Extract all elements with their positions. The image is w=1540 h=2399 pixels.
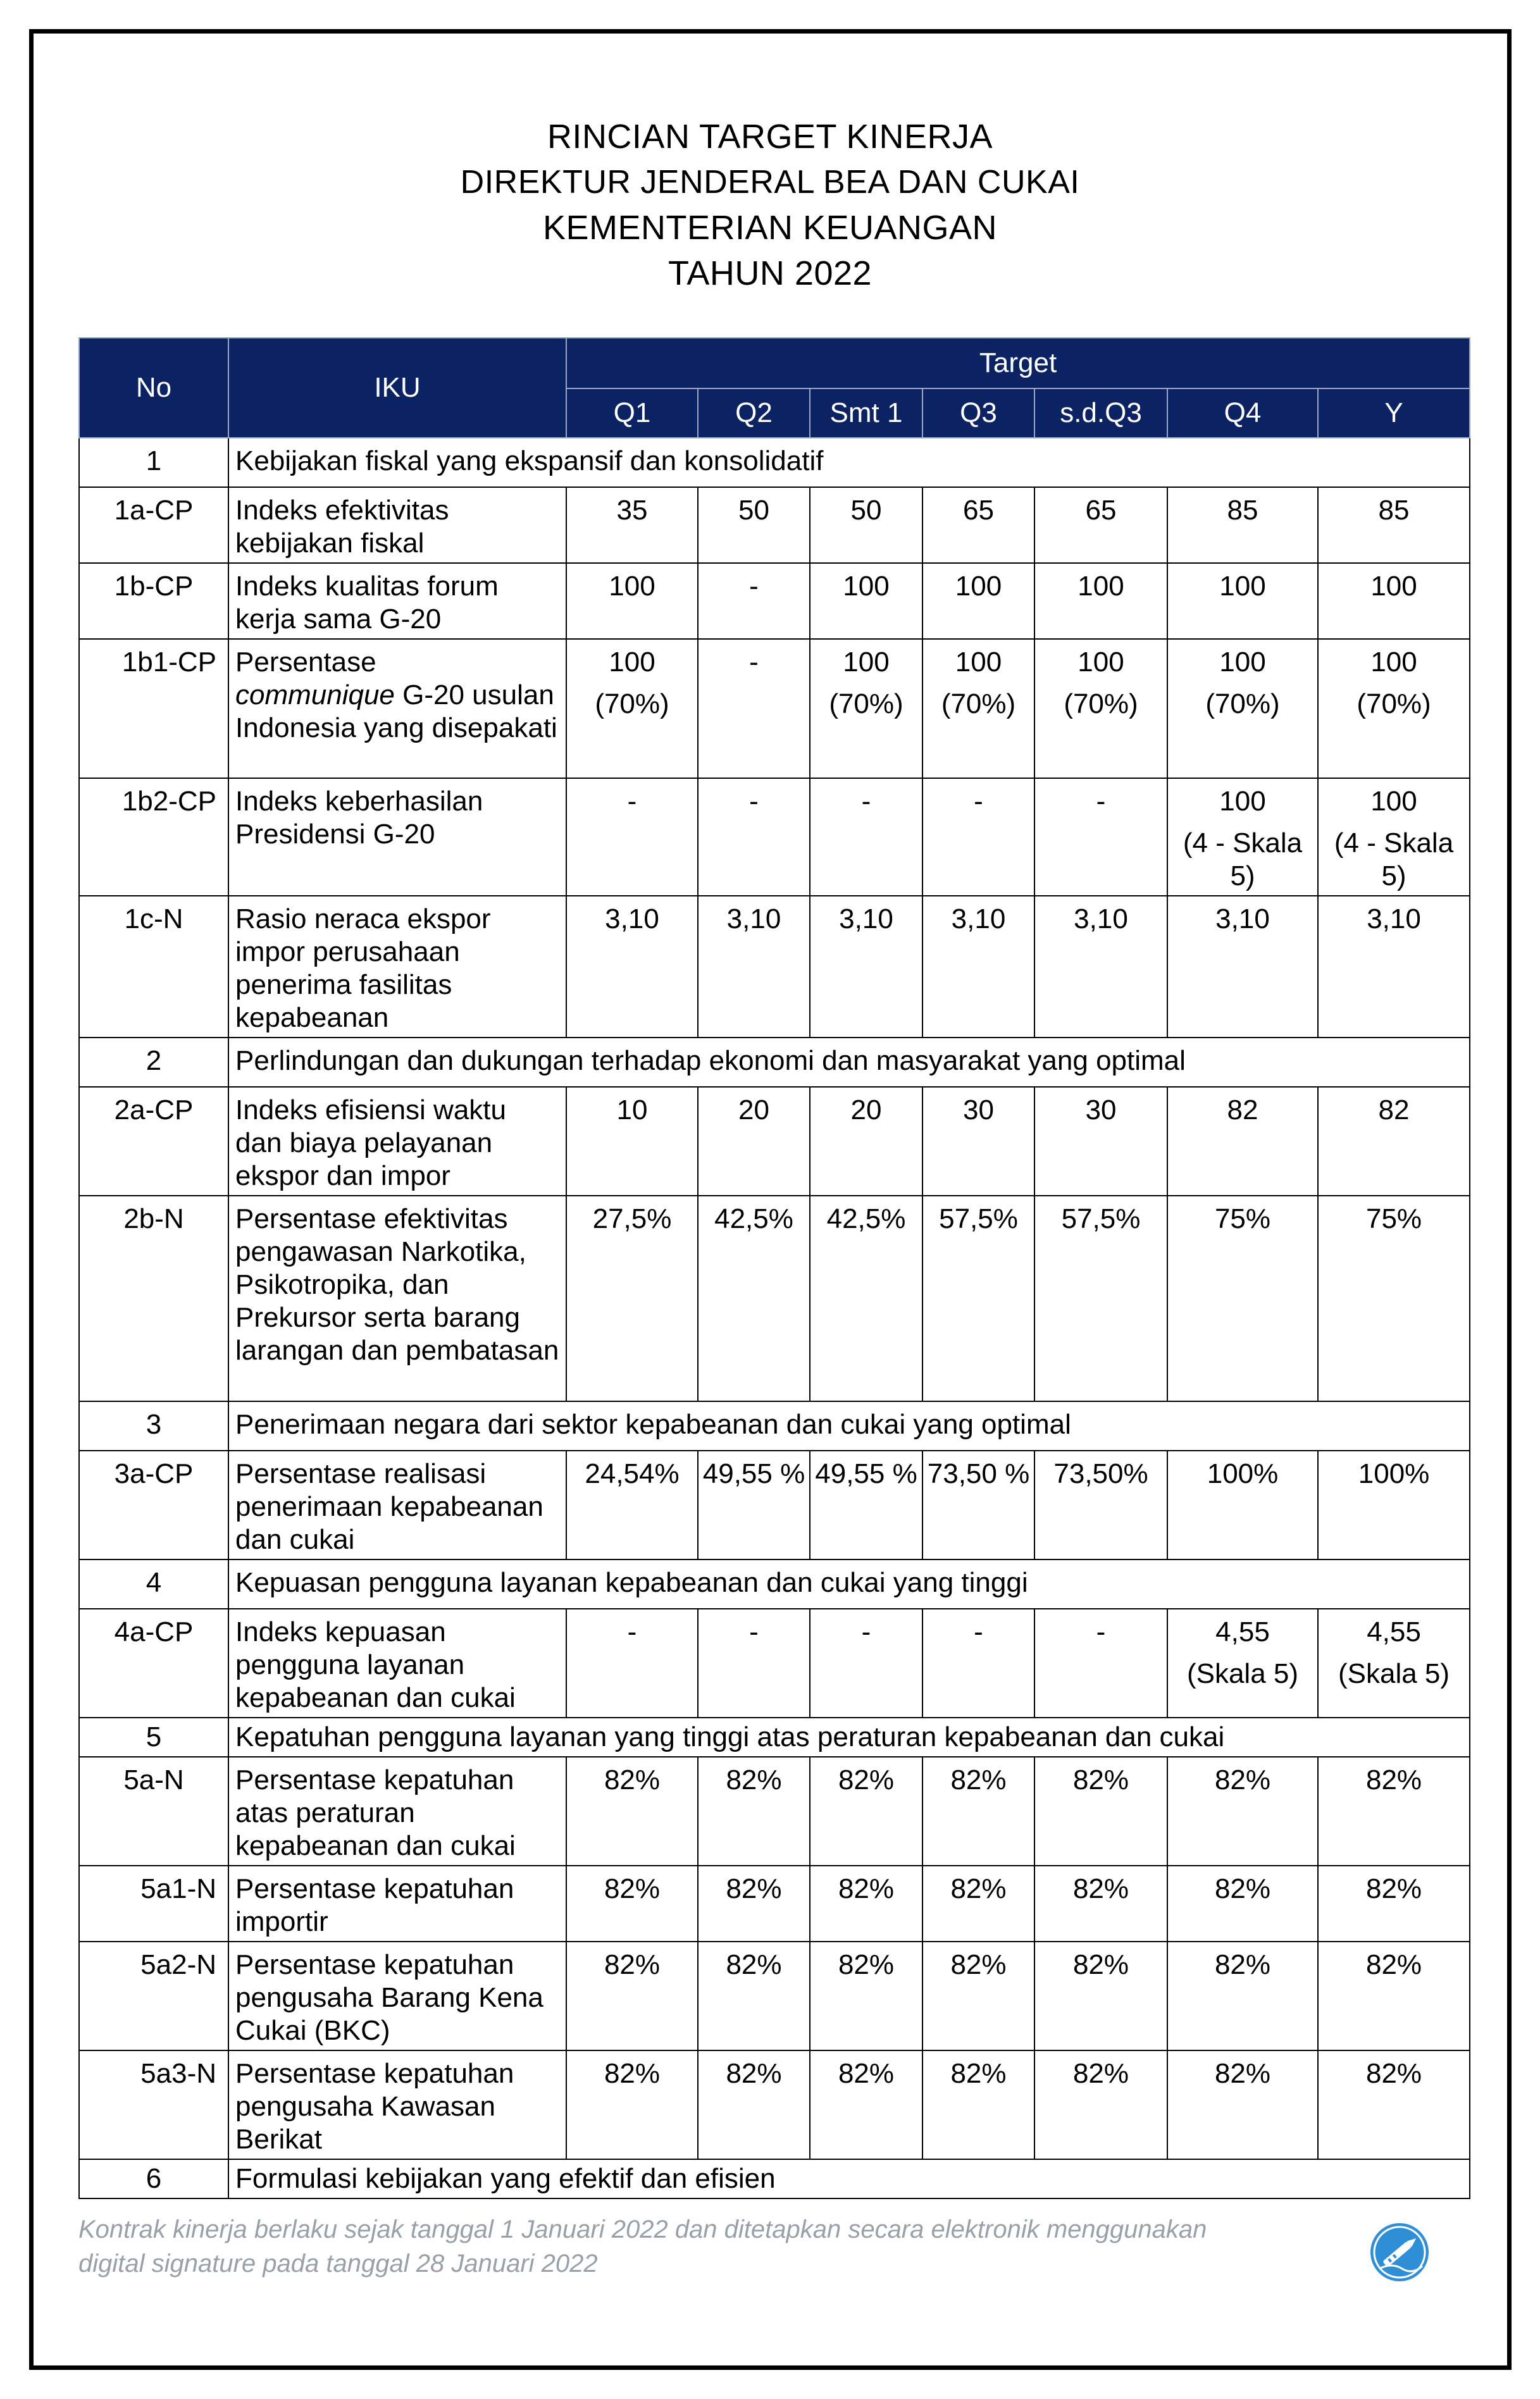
cell-q4: 100 (4 - Skala 5) [1167, 778, 1318, 896]
row-number: 5a2-N [79, 1942, 228, 2050]
cell-q3: 3,10 [922, 896, 1034, 1038]
cell-q3: 82% [922, 1757, 1034, 1866]
row-number: 4a-CP [79, 1609, 228, 1718]
row-number: 1c-N [79, 896, 228, 1038]
cell-q3: 82% [922, 2050, 1034, 2159]
cell-q1: 3,10 [566, 896, 698, 1038]
cell-y: 82% [1318, 1757, 1470, 1866]
group-title: Perlindungan dan dukungan terhadap ekonomi dan masyarakat yang optimal [228, 1038, 1470, 1087]
row-indicator: Persentase kepatuhan atas peraturan kepabeanan dan cukai [228, 1757, 566, 1866]
group-number: 6 [79, 2159, 228, 2198]
header-target: Target [566, 338, 1470, 388]
cell-y: 100% [1318, 1451, 1470, 1559]
document-title [0, 114, 1540, 296]
row-indicator: Persentase kepatuhan pengusaha Kawasan Berikat [228, 2050, 566, 2159]
cell-q2: 50 [698, 487, 810, 563]
esignature-pen-logo-icon [1367, 2219, 1432, 2285]
cell-q1: 82% [566, 1757, 698, 1866]
row-number: 2a-CP [79, 1087, 228, 1196]
table-row [79, 2050, 1470, 2159]
cell-q2: 82% [698, 1866, 810, 1942]
cell-sdq3: 100 [1034, 563, 1167, 639]
cell-q2: 42,5% [698, 1196, 810, 1401]
cell-q1: 27,5% [566, 1196, 698, 1401]
title-line-4: TAHUN 2022 [668, 254, 872, 292]
group-row [79, 1038, 1470, 1087]
target-table-wrapper [78, 337, 1469, 2199]
indicator-italic: communique [235, 679, 395, 710]
group-number: 5 [79, 1718, 228, 1757]
cell-q2: 82% [698, 1942, 810, 2050]
cell-q4: 82% [1167, 1866, 1318, 1942]
header-q2: Q2 [698, 388, 810, 438]
header-q4: Q4 [1167, 388, 1318, 438]
cell-q3: - [922, 778, 1034, 896]
footer-line-1: Kontrak kinerja berlaku sejak tanggal 1 Januari 2022 dan ditetapkan secara elektronik menggunakan [78, 2216, 1207, 2243]
cell-q2: 49,55 % [698, 1451, 810, 1559]
header-iku: IKU [228, 338, 566, 438]
cell-q4: 100 (70%) [1167, 639, 1318, 778]
cell-q2: 20 [698, 1087, 810, 1196]
cell-sdq3: 100 (70%) [1034, 639, 1167, 778]
cell-smt1: 82% [810, 1866, 922, 1942]
row-number: 5a1-N [79, 1866, 228, 1942]
cell-sdq3: 82% [1034, 1757, 1167, 1866]
group-title: Kepuasan pengguna layanan kepabeanan dan cukai yang tinggi [228, 1559, 1470, 1609]
cell-smt1: 100 [810, 563, 922, 639]
row-number: 2b-N [79, 1196, 228, 1401]
cell-q2: - [698, 639, 810, 778]
cell-q4: 100% [1167, 1451, 1318, 1559]
cell-q4: 4,55 (Skala 5) [1167, 1609, 1318, 1718]
row-indicator: Persentase realisasi penerimaan kepabeanan dan cukai [228, 1451, 566, 1559]
footer-note [78, 2212, 1281, 2281]
cell-sdq3: 73,50% [1034, 1451, 1167, 1559]
cell-q1: 82% [566, 2050, 698, 2159]
row-indicator: Persentase kepatuhan importir [228, 1866, 566, 1942]
row-indicator: Indeks kualitas forum kerja sama G-20 [228, 563, 566, 639]
row-indicator: Persentase kepatuhan pengusaha Barang Kena Cukai (BKC) [228, 1942, 566, 2050]
cell-sdq3: 82% [1034, 2050, 1167, 2159]
group-number: 2 [79, 1038, 228, 1087]
cell-q1: 100 (70%) [566, 639, 698, 778]
group-row [79, 1401, 1470, 1451]
cell-y: 100 (4 - Skala 5) [1318, 778, 1470, 896]
row-indicator: Indeks kepuasan pengguna layanan kepabeanan dan cukai [228, 1609, 566, 1718]
cell-q4: 85 [1167, 487, 1318, 563]
row-indicator: Rasio neraca ekspor impor perusahaan penerima fasilitas kepabeanan [228, 896, 566, 1038]
cell-y: 82% [1318, 2050, 1470, 2159]
cell-q1: 82% [566, 1866, 698, 1942]
cell-y: 82% [1318, 1942, 1470, 2050]
group-row [79, 1718, 1470, 1757]
table-row [79, 896, 1470, 1038]
table-row [79, 639, 1470, 778]
cell-q4: 75% [1167, 1196, 1318, 1401]
table-row [79, 1087, 1470, 1196]
row-number: 1a-CP [79, 487, 228, 563]
cell-y: 100 [1318, 563, 1470, 639]
table-row [79, 487, 1470, 563]
cell-q4: 82% [1167, 2050, 1318, 2159]
table-row [79, 1609, 1470, 1718]
cell-q1: 82% [566, 1942, 698, 2050]
table-row [79, 563, 1470, 639]
cell-q3: 100 (70%) [922, 639, 1034, 778]
row-number: 1b2-CP [79, 778, 228, 896]
row-number: 1b-CP [79, 563, 228, 639]
cell-sdq3: 30 [1034, 1087, 1167, 1196]
title-line-2: DIREKTUR JENDERAL BEA DAN CUKAI [460, 164, 1080, 201]
group-number: 1 [79, 438, 228, 487]
cell-q1: 100 [566, 563, 698, 639]
cell-q1: 35 [566, 487, 698, 563]
row-number: 5a-N [79, 1757, 228, 1866]
table-row [79, 1757, 1470, 1866]
cell-q3: 73,50 % [922, 1451, 1034, 1559]
group-title: Penerimaan negara dari sektor kepabeanan dan cukai yang optimal [228, 1401, 1470, 1451]
cell-q4: 3,10 [1167, 896, 1318, 1038]
cell-y: 75% [1318, 1196, 1470, 1401]
group-row [79, 438, 1470, 487]
row-indicator [228, 639, 566, 778]
row-number: 1b1-CP [79, 639, 228, 778]
cell-q2: 82% [698, 1757, 810, 1866]
group-title: Formulasi kebijakan yang efektif dan efisien [228, 2159, 1470, 2198]
title-line-3: KEMENTERIAN KEUANGAN [542, 209, 998, 247]
cell-q4: 82% [1167, 1942, 1318, 2050]
cell-y: 4,55 (Skala 5) [1318, 1609, 1470, 1718]
cell-smt1: 20 [810, 1087, 922, 1196]
cell-sdq3: - [1034, 778, 1167, 896]
group-number: 3 [79, 1401, 228, 1451]
cell-smt1: 82% [810, 2050, 922, 2159]
row-indicator: Persentase efektivitas pengawasan Narkotika, Psikotropika, dan Prekursor serta barang larangan dan pembatasan [228, 1196, 566, 1401]
table-row [79, 1942, 1470, 2050]
header-no: No [79, 338, 228, 438]
indicator-text: G-20 usulan Indonesia yang disepakati [235, 679, 557, 743]
cell-q2: - [698, 778, 810, 896]
header-y: Y [1318, 388, 1470, 438]
cell-q4: 100 [1167, 563, 1318, 639]
cell-smt1: 49,55 % [810, 1451, 922, 1559]
cell-q2: - [698, 1609, 810, 1718]
row-indicator: Indeks keberhasilan Presidensi G-20 [228, 778, 566, 896]
cell-q1: 24,54% [566, 1451, 698, 1559]
cell-smt1: 50 [810, 487, 922, 563]
table-row [79, 1866, 1470, 1942]
cell-q3: - [922, 1609, 1034, 1718]
row-indicator: Indeks efisiensi waktu dan biaya pelayanan ekspor dan impor [228, 1087, 566, 1196]
header-sdq3: s.d.Q3 [1034, 388, 1167, 438]
cell-q3: 82% [922, 1866, 1034, 1942]
cell-q2: 3,10 [698, 896, 810, 1038]
row-number: 5a3-N [79, 2050, 228, 2159]
cell-q3: 30 [922, 1087, 1034, 1196]
group-row [79, 1559, 1470, 1609]
cell-y: 100 (70%) [1318, 639, 1470, 778]
table-row [79, 1451, 1470, 1559]
cell-q2: 82% [698, 2050, 810, 2159]
cell-y: 82% [1318, 1866, 1470, 1942]
header-q3: Q3 [922, 388, 1034, 438]
cell-q3: 82% [922, 1942, 1034, 2050]
table-row [79, 1196, 1470, 1401]
target-table [78, 337, 1470, 2199]
header-smt1: Smt 1 [810, 388, 922, 438]
cell-y: 82 [1318, 1087, 1470, 1196]
table-row [79, 778, 1470, 896]
group-row [79, 2159, 1470, 2198]
cell-q2: - [698, 563, 810, 639]
cell-y: 3,10 [1318, 896, 1470, 1038]
cell-y: 85 [1318, 487, 1470, 563]
cell-smt1: 42,5% [810, 1196, 922, 1401]
cell-smt1: 100 (70%) [810, 639, 922, 778]
cell-q1: - [566, 1609, 698, 1718]
group-number: 4 [79, 1559, 228, 1609]
title-line-1: RINCIAN TARGET KINERJA [547, 118, 993, 156]
indicator-text: Persentase [235, 647, 376, 678]
cell-smt1: 3,10 [810, 896, 922, 1038]
cell-sdq3: - [1034, 1609, 1167, 1718]
row-number: 3a-CP [79, 1451, 228, 1559]
cell-q4: 82 [1167, 1087, 1318, 1196]
cell-smt1: - [810, 778, 922, 896]
cell-smt1: 82% [810, 1942, 922, 2050]
cell-q1: 10 [566, 1087, 698, 1196]
header-q1: Q1 [566, 388, 698, 438]
cell-q3: 57,5% [922, 1196, 1034, 1401]
footer-line-2: digital signature pada tanggal 28 Januari 2022 [78, 2250, 598, 2278]
cell-q1: - [566, 778, 698, 896]
group-title: Kepatuhan pengguna layanan yang tinggi atas peraturan kepabeanan dan cukai [228, 1718, 1470, 1757]
cell-smt1: - [810, 1609, 922, 1718]
cell-sdq3: 3,10 [1034, 896, 1167, 1038]
cell-sdq3: 65 [1034, 487, 1167, 563]
cell-q3: 100 [922, 563, 1034, 639]
row-indicator: Indeks efektivitas kebijakan fiskal [228, 487, 566, 563]
cell-sdq3: 57,5% [1034, 1196, 1167, 1401]
cell-q3: 65 [922, 487, 1034, 563]
cell-smt1: 82% [810, 1757, 922, 1866]
cell-sdq3: 82% [1034, 1942, 1167, 2050]
cell-q4: 82% [1167, 1757, 1318, 1866]
group-title: Kebijakan fiskal yang ekspansif dan konsolidatif [228, 438, 1470, 487]
cell-sdq3: 82% [1034, 1866, 1167, 1942]
